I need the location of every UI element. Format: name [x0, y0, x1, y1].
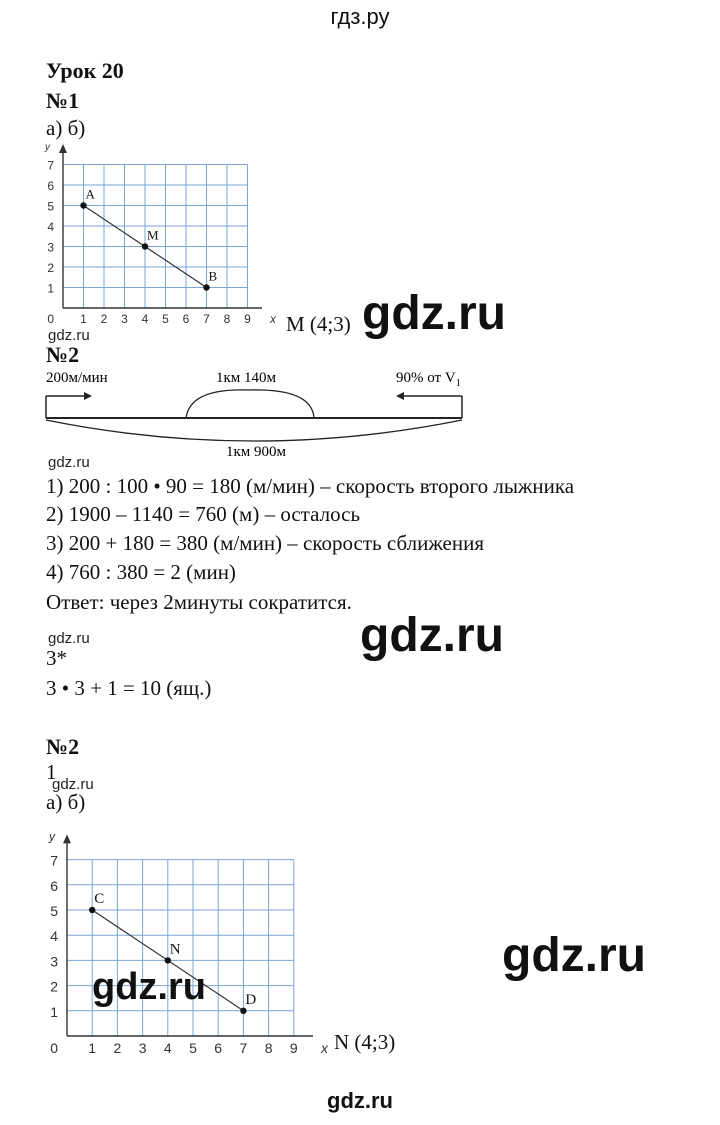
watermark-small: gdz.ru [52, 776, 94, 793]
site-title: гдз.ру [330, 4, 390, 29]
y-tick-label: 7 [47, 158, 54, 173]
point-label-n: N [169, 941, 181, 958]
point-m [142, 243, 148, 249]
task4-number: №2 [46, 734, 80, 759]
y-tick-label: 1 [50, 1003, 58, 1020]
task1-number: №1 [46, 88, 80, 113]
x-tick-label: 1 [80, 312, 87, 326]
watermark-small: gdz.ru [48, 630, 90, 647]
motion-diagram [30, 366, 480, 466]
point-label-d: D [245, 991, 257, 1008]
point-label-b: B [208, 268, 218, 284]
watermark-big: gdz.ru [502, 929, 646, 982]
x-axis-label: x [321, 1040, 328, 1056]
x-tick-label: 2 [113, 1040, 122, 1056]
watermark-big: gdz.ru [92, 966, 206, 1008]
y-tick-label: 4 [47, 220, 54, 234]
total-brace [46, 420, 462, 441]
task1-answer: M (4;3) [286, 312, 351, 336]
watermark-small: gdz.ru [48, 454, 90, 471]
x-tick-label: 5 [162, 312, 169, 326]
y-axis-label: y [45, 142, 50, 153]
x-tick-label: 1 [88, 1040, 97, 1056]
x-tick-label: 5 [189, 1040, 197, 1056]
task2-step-3: 3) 200 + 180 = 380 (м/мин) – скорость сближения [46, 531, 485, 555]
right-speed-label: 90% от $V_1$ [396, 370, 461, 389]
x-tick-label: 6 [214, 1040, 223, 1056]
task2-number: №2 [46, 342, 80, 367]
x-tick-label: 8 [264, 1040, 273, 1056]
coordinate-chart-1 [30, 140, 280, 340]
right-arrow-head-icon [396, 392, 404, 400]
x-tick-label: 7 [239, 1040, 248, 1056]
point-label-m: M [147, 227, 159, 243]
y-tick-label: 3 [50, 953, 58, 970]
point-label-a: A [85, 186, 95, 202]
x-tick-label: 9 [289, 1040, 298, 1056]
x-axis-label: x [270, 312, 276, 326]
watermark-big: gdz.ru [362, 287, 506, 340]
y-tick-label: 4 [50, 928, 58, 945]
y-tick-label: 5 [50, 903, 58, 919]
y-tick-label: 7 [50, 852, 58, 869]
x-tick-label: 2 [100, 312, 108, 326]
task2-step-1: 1) 200 : 100 • 90 = 180 (м/мин) – скорость второго лыжника [46, 474, 575, 498]
x-tick-label: 3 [138, 1040, 147, 1056]
point-n [165, 957, 171, 963]
footer-watermark: gdz.ru [327, 1088, 393, 1113]
point-d [240, 1008, 246, 1014]
origin-label: 0 [50, 1040, 58, 1056]
x-tick-label: 4 [163, 1040, 172, 1056]
y-tick-label: 2 [50, 978, 58, 995]
task3-number: 3* [46, 646, 67, 670]
left-arrow-head-icon [84, 392, 92, 400]
y-axis-label: y [49, 829, 55, 844]
y-tick-label: 6 [50, 877, 58, 894]
coordinate-chart-2 [30, 812, 350, 1072]
watermark-big: gdz.ru [360, 609, 504, 662]
middle-distance-label: 1км 140м [216, 370, 277, 386]
left-speed-label: 200м/мин [46, 370, 108, 386]
point-label-c: C [94, 891, 105, 907]
task4-parts: а) б) [46, 790, 86, 814]
task1-parts: а) б) [46, 116, 86, 140]
y-axis-arrow-icon [63, 834, 71, 843]
x-tick-label: 7 [203, 312, 210, 326]
point-a [80, 202, 86, 208]
middle-arc [186, 390, 314, 418]
task4-answer: N (4;3) [334, 1030, 396, 1054]
task3-solution: 3 • 3 + 1 = 10 (ящ.) [46, 676, 212, 700]
y-tick-label: 2 [47, 261, 54, 275]
task2-step-2: 2) 1900 – 1140 = 760 (м) – осталось [46, 502, 361, 526]
y-tick-label: 5 [47, 199, 54, 214]
watermark-small: gdz.ru [48, 327, 90, 344]
task2-step-4: 4) 760 : 380 = 2 (мин) [46, 560, 236, 584]
lesson-title: Урок 20 [46, 58, 124, 83]
x-tick-label: 8 [223, 312, 231, 326]
task4-sub: 1 [46, 760, 57, 784]
task2-answer: Ответ: через 2минуты сократится. [46, 590, 352, 614]
point-b [203, 284, 209, 290]
total-distance-label: 1км 900м [226, 444, 287, 460]
origin-label: 0 [47, 312, 54, 326]
y-tick-label: 1 [47, 281, 54, 296]
y-tick-label: 3 [47, 240, 54, 255]
x-tick-label: 3 [121, 312, 128, 326]
x-tick-label: 6 [182, 312, 190, 326]
y-tick-label: 6 [47, 179, 54, 193]
x-tick-label: 4 [141, 312, 149, 326]
y-axis-arrow-icon [59, 144, 67, 153]
x-tick-label: 9 [244, 312, 251, 326]
point-c [89, 907, 95, 913]
